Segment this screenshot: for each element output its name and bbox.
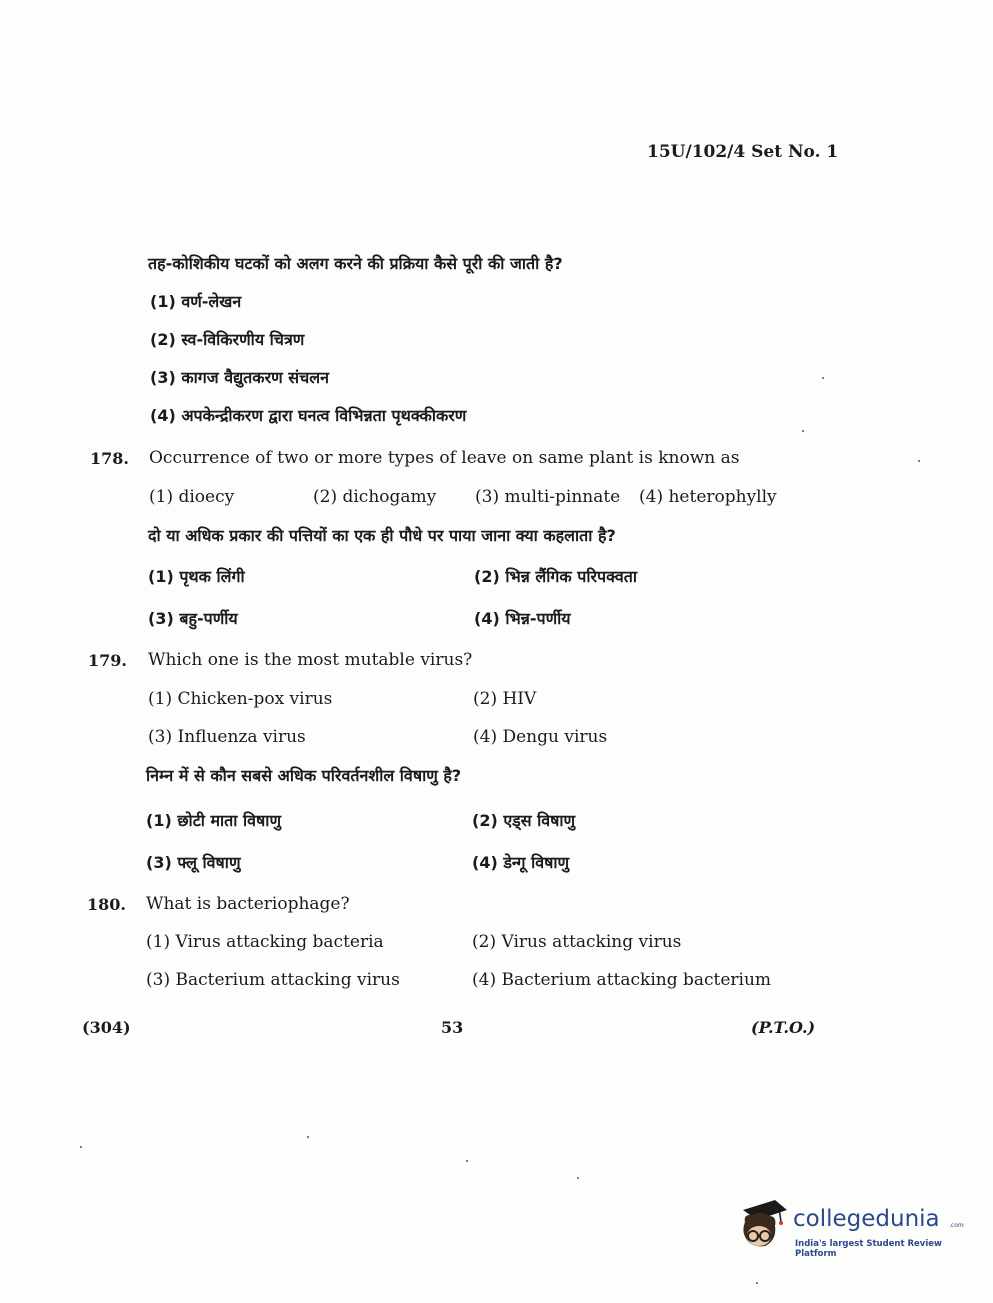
q178-question: Occurrence of two or more types of leave on same plant is known as [149,448,740,468]
pto-label: (P.T.O.) [751,1018,816,1037]
q178-option-1: (1) dioecy [149,487,235,507]
q177-hindi-option-1: (1) वर्ण-लेखन [150,292,242,311]
scan-speck [466,1160,468,1162]
brand-suffix: .com [949,1222,964,1229]
q180-option-2: (2) Virus attacking virus [472,932,682,952]
q178-number: 178. [90,449,129,468]
q180-option-1: (1) Virus attacking bacteria [146,932,384,952]
q180-question: What is bacteriophage? [146,894,350,914]
q178-hindi-question: दो या अधिक प्रकार की पत्तियों का एक ही पौधे पर पाया जाना क्या कहलाता है? [148,526,616,545]
q178-hindi-option-4: (4) भिन्न-पर्णीय [474,609,571,628]
scan-speck [80,1146,82,1148]
q179-option-4: (4) Dengu virus [473,727,608,747]
brand-tagline: India's largest Student Review Platform [795,1239,942,1259]
q178-option-2: (2) dichogamy [313,487,437,507]
brand-name: collegedunia [793,1206,940,1232]
set-code: 15U/102/4 Set No. 1 [647,142,839,162]
page-number: 53 [441,1018,464,1037]
q180-option-3: (3) Bacterium attacking virus [146,970,400,990]
q177-hindi-option-3: (3) कागज वैद्युतकरण संचलन [150,368,329,387]
scan-speck [577,1177,579,1179]
q179-hindi-option-3: (3) फ्लू विषाणु [146,853,241,872]
mascot-icon [735,1196,793,1258]
scan-speck [756,1282,758,1284]
q179-number: 179. [88,651,127,670]
q179-hindi-option-1: (1) छोटी माता विषाणु [146,811,282,830]
q179-option-2: (2) HIV [473,689,537,709]
scan-speck [307,1136,309,1138]
q179-hindi-option-4: (4) डेन्गू विषाणु [472,853,570,872]
q179-option-3: (3) Influenza virus [148,727,306,747]
q180-number: 180. [87,895,126,914]
q178-option-4: (4) heterophylly [639,487,777,507]
q177-hindi-option-2: (2) स्व-विकिरणीय चित्रण [150,330,305,349]
q180-option-4: (4) Bacterium attacking bacterium [472,970,772,990]
scan-speck [918,460,920,462]
q179-option-1: (1) Chicken-pox virus [148,689,333,709]
q179-hindi-option-2: (2) एड्स विषाणु [472,811,576,830]
q177-hindi-question: तह-कोशिकीय घटकों को अलग करने की प्रक्रिया कैसे पूरी की जाती है? [148,254,563,273]
footer-code: (304) [82,1018,131,1037]
q179-hindi-question: निम्न में से कौन सबसे अधिक परिवर्तनशील विषाणु है? [146,766,462,785]
q178-option-3: (3) multi-pinnate [475,487,621,507]
q178-hindi-option-3: (3) बहु-पर्णीय [148,609,238,628]
collegedunia-logo [735,1196,964,1266]
scan-speck [802,430,804,432]
q177-hindi-option-4: (4) अपकेन्द्रीकरण द्वारा घनत्व विभिन्नता पृथक्कीकरण [150,406,467,425]
scan-speck [822,377,824,379]
q178-hindi-option-2: (2) भिन्न लैंगिक परिपक्वता [474,567,638,586]
q179-question: Which one is the most mutable virus? [148,650,473,670]
q178-hindi-option-1: (1) पृथक लिंगी [148,567,245,586]
